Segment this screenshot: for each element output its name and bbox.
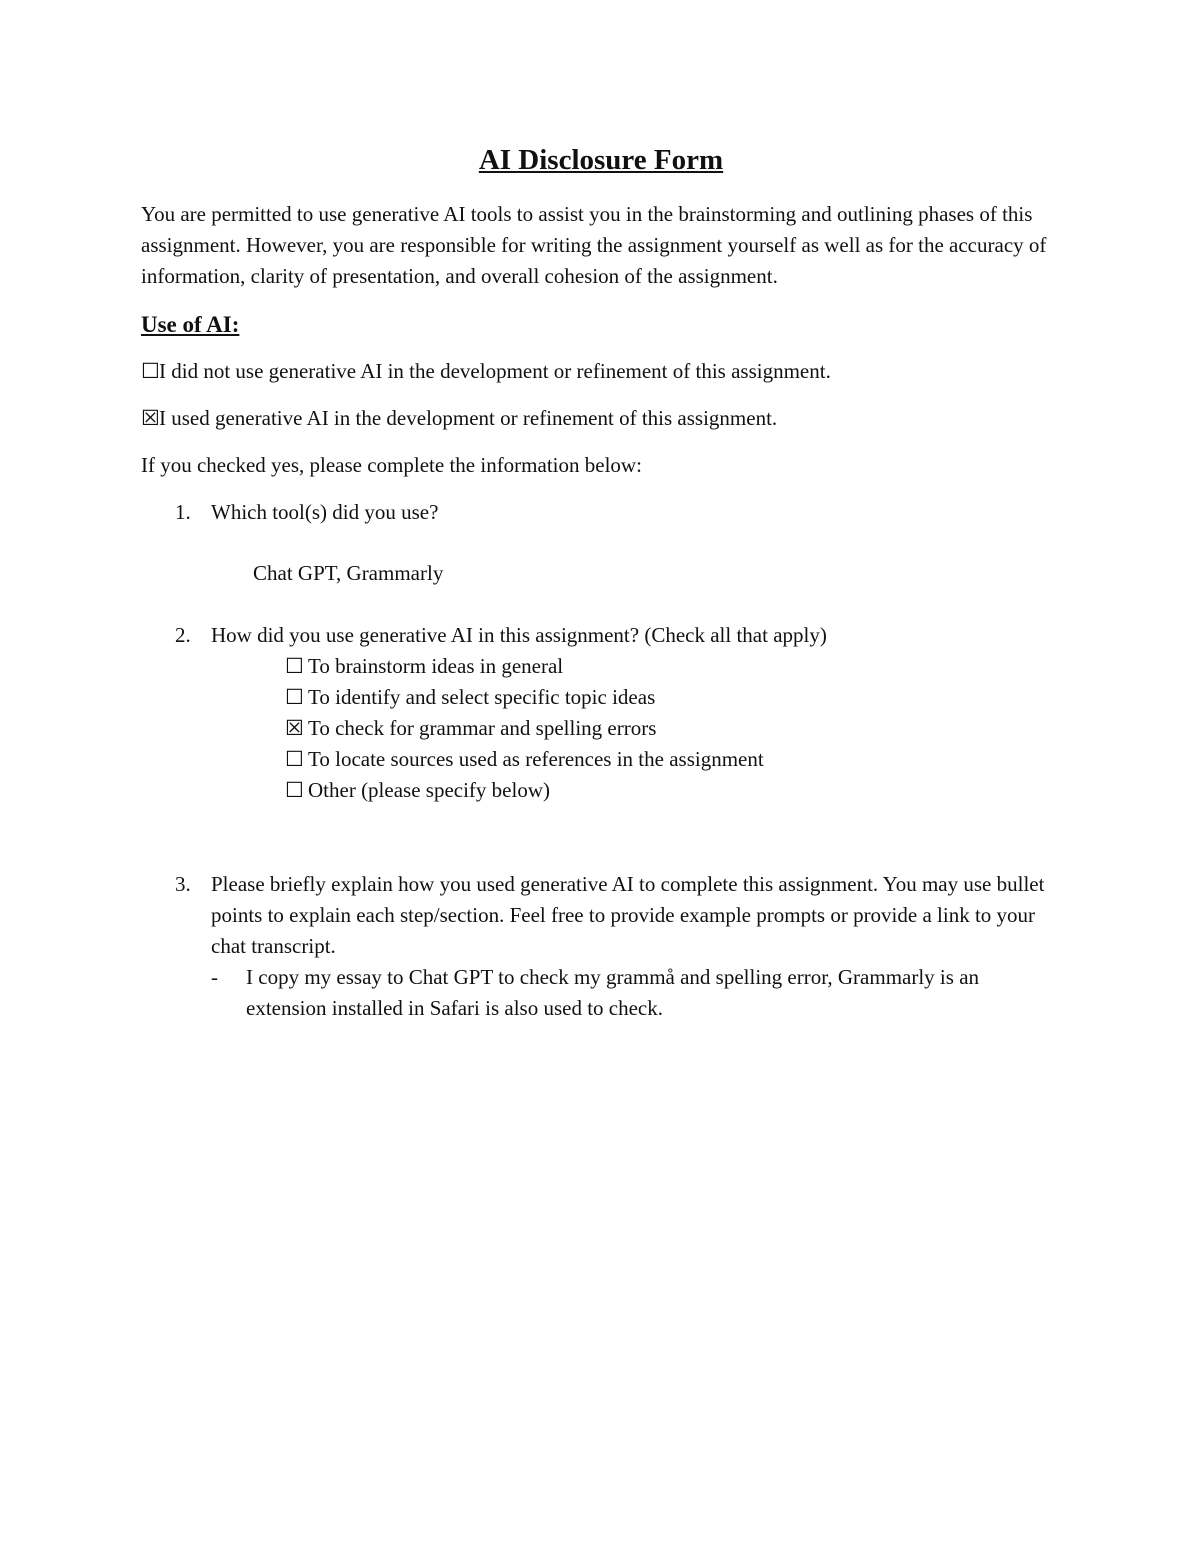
intro-paragraph: You are permitted to use generative AI tools to assist you in the brainstorming and outlining phases of this assignment. However, you are responsible for writing the assignment yourself as well as for the accuracy of information, clarity of presentation, and overall cohesion of the assignment.: [141, 202, 1047, 288]
option-locate-sources[interactable]: [285, 744, 1061, 775]
choice-did-not-use[interactable]: [141, 356, 1061, 387]
checkbox-checked-icon[interactable]: ☒: [285, 716, 304, 740]
checkbox-unchecked-icon[interactable]: ☐: [285, 747, 304, 771]
checkbox-unchecked-icon[interactable]: ☐: [141, 359, 160, 383]
question-number: 2.: [175, 623, 191, 647]
checkbox-unchecked-icon[interactable]: ☐: [285, 685, 304, 709]
document-page: [141, 140, 1061, 1024]
checkbox-unchecked-icon[interactable]: ☐: [285, 778, 304, 802]
checkbox-unchecked-icon[interactable]: ☐: [285, 654, 304, 678]
checkbox-checked-icon[interactable]: ☒: [141, 406, 160, 430]
option-label: To identify and select specific topic ideas: [308, 685, 656, 709]
question-3: [141, 869, 1061, 962]
option-label: To locate sources used as references in the assignment: [308, 747, 764, 771]
option-label: Other (please specify below): [308, 778, 550, 802]
option-brainstorm[interactable]: [285, 651, 1061, 682]
question-2: [141, 620, 1061, 651]
section-heading: Use of AI:: [141, 312, 240, 337]
option-identify-topics[interactable]: [285, 682, 1061, 713]
question-1: [141, 497, 1061, 528]
question-text: How did you use generative AI in this assignment? (Check all that apply): [211, 623, 827, 647]
question-1-answer[interactable]: Chat GPT, Grammarly: [253, 561, 444, 585]
question-text: Which tool(s) did you use?: [211, 500, 439, 524]
question-2-options: [285, 651, 1061, 806]
followup-instruction: If you checked yes, please complete the information below:: [141, 453, 642, 477]
choice-label: I did not use generative AI in the development or refinement of this assignment.: [159, 359, 831, 383]
choice-used[interactable]: [141, 403, 1061, 434]
answer-text: I copy my essay to Chat GPT to check my grammå and spelling error, Grammarly is an extension installed in Safari is also used to check.: [246, 965, 980, 1020]
option-label: To check for grammar and spelling errors: [308, 716, 657, 740]
choice-label: I used generative AI in the development or refinement of this assignment.: [159, 406, 778, 430]
question-number: 1.: [175, 500, 191, 524]
question-3-answer[interactable]: [211, 962, 1046, 1024]
question-text: Please briefly explain how you used generative AI to complete this assignment. You may use bullet points to explain each step/section. Feel free to provide example prompts or provide a link to your chat transcript.: [211, 872, 1045, 958]
option-other[interactable]: [285, 775, 1061, 806]
option-grammar-check[interactable]: [285, 713, 1061, 744]
option-label: To brainstorm ideas in general: [308, 654, 564, 678]
question-number: 3.: [175, 872, 191, 896]
bullet-marker: -: [211, 965, 218, 989]
form-title: AI Disclosure Form: [478, 144, 724, 176]
